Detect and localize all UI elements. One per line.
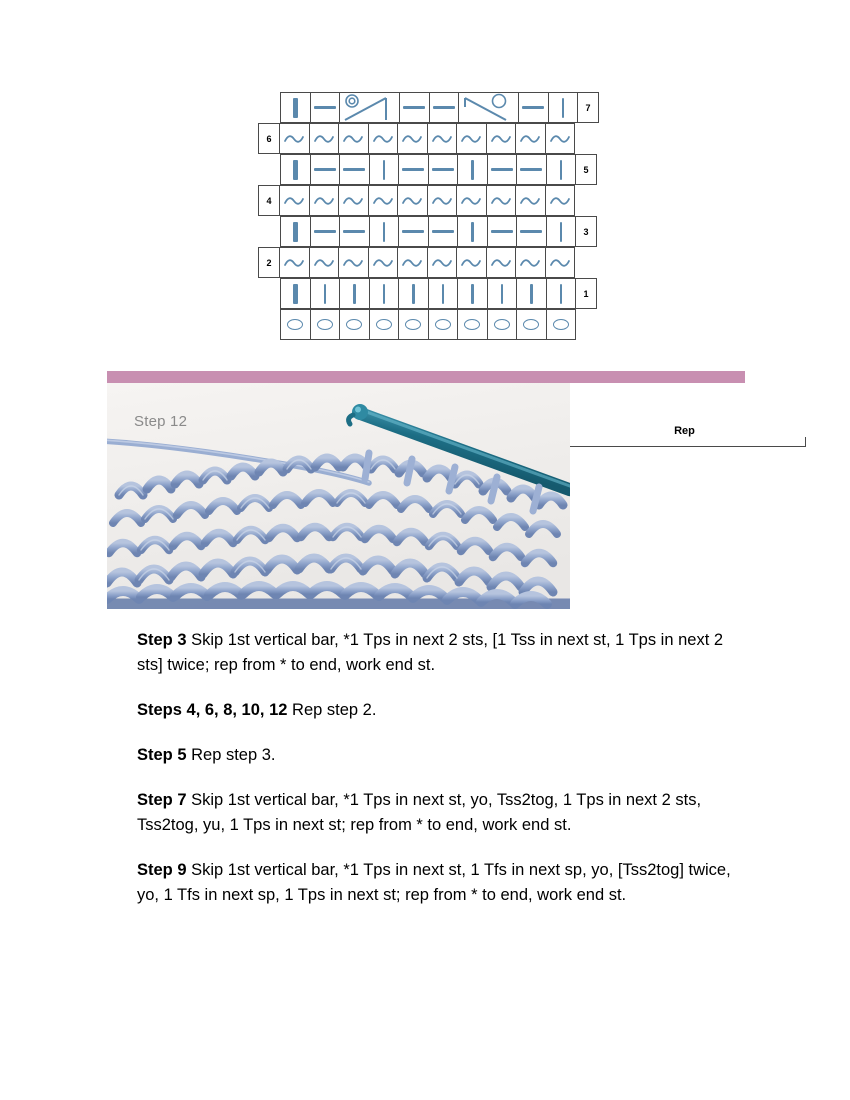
chart-row [258,123,598,154]
symbol-foundation-chain [287,319,303,330]
symbol-return-pass [491,195,511,207]
chart-row [258,278,598,309]
symbol-return-pass [373,257,393,269]
instruction-step-text: Skip 1st vertical bar, *1 Tps in next 2 sts, [1 Tss in next st, 1 Tps in next 2 sts] twice; rep from * to end, work end st. [137,631,724,674]
chart-grid [258,92,598,340]
chart-cell [515,247,546,278]
symbol-foundation-chain [553,319,569,330]
instruction-step-text: Rep step 3. [186,746,276,764]
chart-cell [486,247,517,278]
chart-cell [310,216,341,247]
chart-cell [487,278,518,309]
chart-cell [515,185,546,216]
chart-cell [545,247,576,278]
chart-cell [309,123,340,154]
symbol-tss-vertical-bar [560,160,563,180]
row-number-right: 7 [577,92,599,123]
symbol-foundation-chain [346,319,362,330]
symbol-return-pass [432,257,452,269]
instruction-paragraph [137,788,747,838]
chart-cell [338,123,369,154]
row-number-right: 5 [575,154,597,185]
chart-cell [279,123,310,154]
chart-cell [338,185,369,216]
symbol-return-pass [343,195,363,207]
chart-cell [516,309,547,340]
symbol-return-pass [314,133,334,145]
symbol-return-pass [491,257,511,269]
chart-cell [545,123,576,154]
symbol-tps-purl [432,230,454,233]
chart-cell [456,123,487,154]
symbol-return-pass [314,195,334,207]
chart-cell [310,309,341,340]
instruction-step-text: Rep step 2. [287,701,377,719]
chart-row [258,92,598,123]
chart-cell [457,309,488,340]
symbol-foundation-chain [405,319,421,330]
instruction-step-label: Step 9 [137,861,187,879]
chart-cell [369,154,400,185]
symbol-return-pass [520,257,540,269]
chart-cell [398,309,429,340]
chart-cell [518,92,549,123]
symbol-end-stitch [293,284,298,304]
symbol-foundation-chain [494,319,510,330]
chart-cell [546,154,577,185]
chart-cell [545,185,576,216]
row-number-spacer [574,185,596,216]
symbol-return-pass [461,133,481,145]
symbol-return-pass [550,133,570,145]
symbol-return-pass [343,133,363,145]
symbol-tps-purl [432,168,454,171]
symbol-return-pass [402,133,422,145]
chart-cell [369,309,400,340]
symbol-return-pass [432,133,452,145]
row-number-left: 6 [258,123,280,154]
chart-cell [487,216,518,247]
symbol-foundation-chain [464,319,480,330]
symbol-tps-purl [343,168,365,171]
symbol-return-pass [373,133,393,145]
symbol-tps-purl [491,168,513,171]
symbol-tps-purl [402,168,424,171]
symbol-tss-vertical-bar [530,284,533,304]
symbol-return-pass [461,195,481,207]
symbol-tss2tog-yu-right [461,93,517,123]
row-number-right: 3 [575,216,597,247]
chart-cell [280,278,311,309]
chart-cell [280,216,311,247]
symbol-yo-tss2tog-left [342,93,398,123]
symbol-tss-vertical-bar [353,284,356,304]
symbol-tss-vertical-bar [471,284,474,304]
chart-cell [486,185,517,216]
row-number-spacer [258,278,280,309]
stitch-chart [258,92,695,437]
symbol-return-pass [520,133,540,145]
symbol-tps-purl [402,230,424,233]
chart-cell [310,278,341,309]
row-number-spacer [258,92,280,123]
chart-cell [280,154,311,185]
row-number-left: 2 [258,247,280,278]
symbol-return-pass [343,257,363,269]
chart-cell [429,92,460,123]
chart-cell [428,154,459,185]
photo-step-label: Step 12 [134,413,188,430]
chart-cell [428,309,459,340]
chart-cell [398,278,429,309]
symbol-tss-vertical-bar [471,160,474,180]
chart-cell [279,247,310,278]
symbol-tss-vertical-bar [562,98,565,118]
instruction-paragraph [137,698,747,723]
symbol-end-stitch [293,160,298,180]
instruction-step-label: Step 7 [137,791,187,809]
chart-cell [546,216,577,247]
chart-cell [427,123,458,154]
symbol-return-pass [550,257,570,269]
symbol-return-pass [550,195,570,207]
symbol-tps-purl [520,168,542,171]
symbol-return-pass [491,133,511,145]
symbol-return-pass [373,195,393,207]
chart-cell [368,123,399,154]
chart-cell [339,154,370,185]
symbol-tss-vertical-bar [383,284,386,304]
symbol-tps-purl [433,106,455,109]
chart-cell [516,154,547,185]
symbol-foundation-chain [376,319,392,330]
chart-row [258,309,598,340]
symbol-tss-vertical-bar [471,222,474,242]
row-number-spacer [574,247,596,278]
chart-cell [310,92,341,123]
chart-cell [456,247,487,278]
chart-cell [280,309,311,340]
symbol-return-pass [284,195,304,207]
symbol-tss-vertical-bar [560,222,563,242]
chart-cell [456,185,487,216]
symbol-return-pass [284,133,304,145]
symbol-return-pass [402,257,422,269]
row-number-spacer [575,309,597,340]
chart-cell [398,154,429,185]
chart-cell [369,278,400,309]
rep-label: Rep [563,425,806,437]
chart-cell [516,216,547,247]
chart-cell [428,278,459,309]
chart-cell [427,247,458,278]
symbol-foundation-chain [523,319,539,330]
instruction-step-label: Step 3 [137,631,187,649]
chart-cell [279,185,310,216]
chart-cell [339,216,370,247]
instruction-step-label: Steps 4, 6, 8, 10, 12 [137,701,288,719]
symbol-tss-vertical-bar [560,284,563,304]
symbol-tss-vertical-bar [324,284,327,304]
chart-cell [515,123,546,154]
chart-cell [457,216,488,247]
chart-cell [309,185,340,216]
chart-cell [338,247,369,278]
symbol-return-pass [402,195,422,207]
symbol-tss-vertical-bar [383,222,386,242]
chart-cell [398,216,429,247]
instruction-paragraph [137,858,747,908]
symbol-foundation-chain [435,319,451,330]
chart-cell [546,278,577,309]
chart-cell [397,185,428,216]
chart-row [258,185,598,216]
symbol-return-pass [432,195,452,207]
chart-cell [368,247,399,278]
instruction-step-label: Step 5 [137,746,187,764]
chart-cell [369,216,400,247]
chart-cell [457,154,488,185]
symbol-tps-purl [343,230,365,233]
chart-cell [368,185,399,216]
symbol-tps-purl [314,230,336,233]
symbol-tss-vertical-bar [442,284,445,304]
symbol-return-pass [314,257,334,269]
chart-cell [309,247,340,278]
symbol-tps-purl [314,168,336,171]
row-number-right: 1 [575,278,597,309]
symbol-tss-vertical-bar [412,284,415,304]
chart-cell [339,278,370,309]
chart-cell [339,309,370,340]
symbol-foundation-chain [317,319,333,330]
instruction-step-text: Skip 1st vertical bar, *1 Tps in next st, 1 Tfs in next sp, yo, [Tss2tog] twice, yo, 1 Tfs in next sp, 1 Tps in next st; rep from * to end, work end st. [137,861,731,904]
chart-cell [516,278,547,309]
row-number-left: 4 [258,185,280,216]
chart-row [258,247,598,278]
chart-cell [548,92,579,123]
symbol-tps-purl [522,106,544,109]
instructions-block [137,628,747,928]
instruction-step-text: Skip 1st vertical bar, *1 Tps in next st, yo, Tss2tog, 1 Tps in next 2 sts, Tss2tog, yu, 1 Tps in next st; rep from * to end, work end st. [137,791,702,834]
symbol-tss-vertical-bar [501,284,504,304]
instruction-paragraph [137,628,747,678]
symbol-return-pass [461,257,481,269]
chart-cell [310,154,341,185]
instruction-paragraph [137,743,747,768]
row-number-spacer [258,154,280,185]
chart-row [258,154,598,185]
symbol-return-pass [520,195,540,207]
chart-cell [457,278,488,309]
symbol-tps-purl [491,230,513,233]
chart-cell [427,185,458,216]
chart-cell [397,247,428,278]
chart-cell [339,92,400,123]
symbol-tps-purl [520,230,542,233]
chart-cell [487,309,518,340]
symbol-return-pass [284,257,304,269]
step-photo-block [107,371,745,609]
chart-cell [486,123,517,154]
symbol-end-stitch [293,98,298,118]
chart-cell [487,154,518,185]
symbol-tss-vertical-bar [383,160,386,180]
chart-cell [280,92,311,123]
row-number-spacer [574,123,596,154]
chart-cell [399,92,430,123]
pink-banner [107,371,745,383]
row-number-spacer [258,216,280,247]
step-photo [107,383,570,609]
symbol-tps-purl [314,106,336,109]
chart-cell [546,309,577,340]
symbol-end-stitch [293,222,298,242]
chart-cell [458,92,519,123]
symbol-tps-purl [403,106,425,109]
chart-cell [428,216,459,247]
chart-cell [397,123,428,154]
chart-row [258,216,598,247]
row-number-spacer [258,309,280,340]
